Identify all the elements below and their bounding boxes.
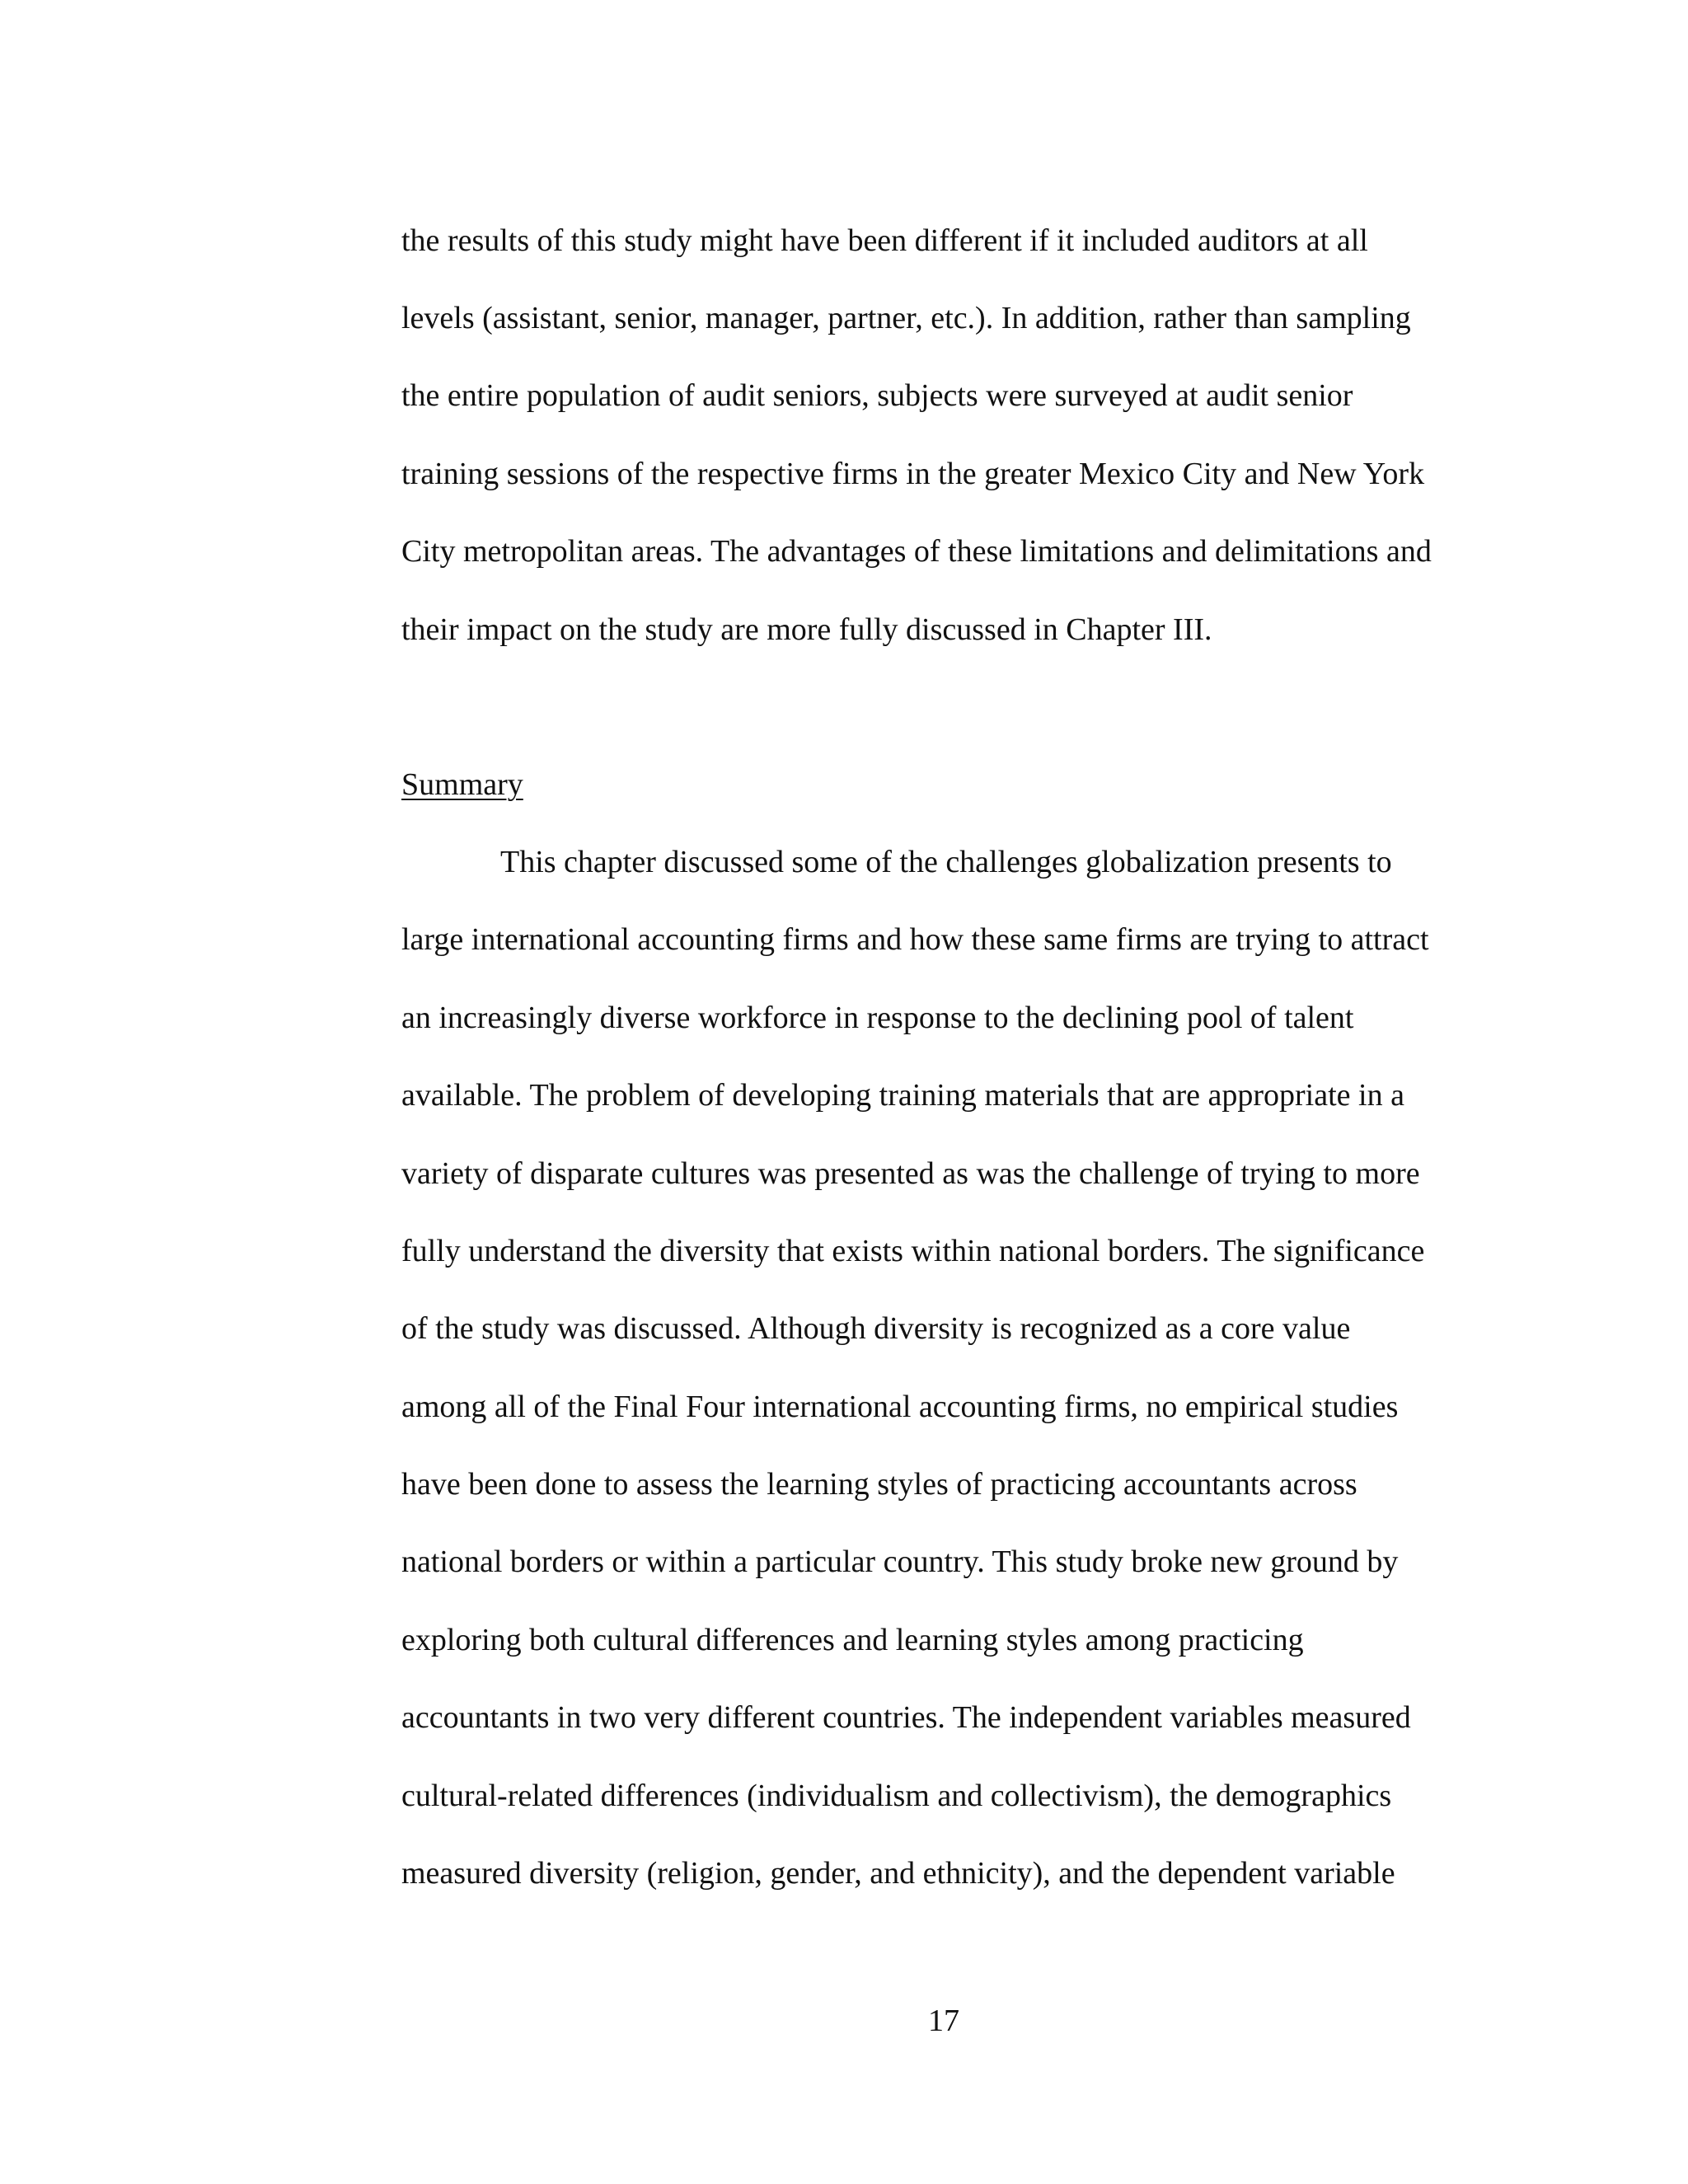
paragraph-line: exploring both cultural differences and learning styles among practicing (401, 1623, 1304, 1657)
paragraph-line: large international accounting firms and how these same firms are trying to attract (401, 922, 1429, 957)
paragraph-line: national borders or within a particular country. This study broke new ground by (401, 1544, 1399, 1579)
paragraph-line: measured diversity (religion, gender, and ethnicity), and the dependent variable (401, 1856, 1395, 1891)
paragraph-line: among all of the Final Four international accounting firms, no empirical studies (401, 1390, 1399, 1424)
paragraph-line: City metropolitan areas. The advantages of these limitations and delimitations and (401, 534, 1432, 569)
paragraph-line: training sessions of the respective firms in the greater Mexico City and New York (401, 457, 1425, 491)
paragraph-line: cultural-related differences (individualism and collectivism), the demographics (401, 1779, 1392, 1813)
paragraph-line: variety of disparate cultures was presented as was the challenge of trying to more (401, 1156, 1420, 1191)
paragraph-line: fully understand the diversity that exists within national borders. The significance (401, 1234, 1425, 1268)
paragraph-line: the entire population of audit seniors, subjects were surveyed at audit senior (401, 378, 1353, 413)
paragraph-line: the results of this study might have been different if it included auditors at all (401, 223, 1368, 258)
section-heading-summary: Summary (401, 767, 523, 802)
paragraph-line: of the study was discussed. Although diversity is recognized as a core value (401, 1311, 1351, 1346)
page-number: 17 (928, 2004, 959, 2038)
paragraph-line: an increasingly diverse workforce in response to the declining pool of talent (401, 1001, 1354, 1035)
paragraph-line: have been done to assess the learning styles of practicing accountants across (401, 1467, 1357, 1502)
paragraph-line: accountants in two very different countries. The independent variables measured (401, 1700, 1411, 1735)
paragraph-line: This chapter discussed some of the challenges globalization presents to (500, 845, 1392, 879)
paragraph-line: levels (assistant, senior, manager, partner, etc.). In addition, rather than sampling (401, 301, 1411, 335)
paragraph-line: their impact on the study are more fully discussed in Chapter III. (401, 612, 1212, 647)
paragraph-line: available. The problem of developing training materials that are appropriate in a (401, 1078, 1404, 1113)
